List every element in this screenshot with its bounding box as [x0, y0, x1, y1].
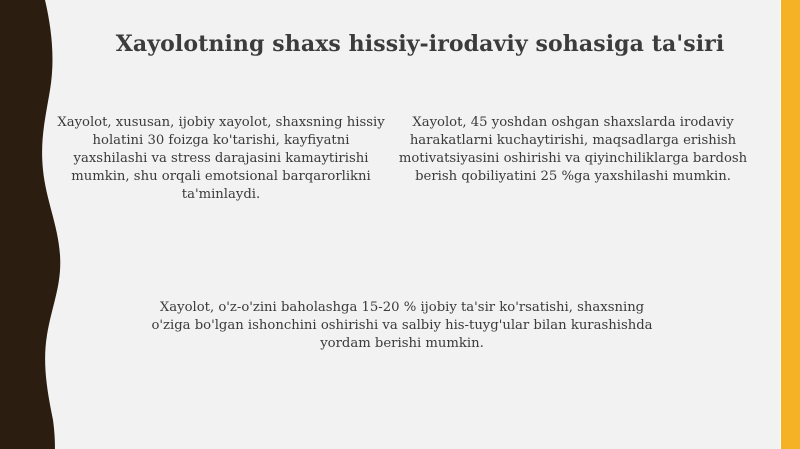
- slide-title: Xayolotning shaxs hissiy-irodaviy sohasiga ta'siri: [115, 31, 725, 57]
- paragraph-self-esteem: Xayolot, o'z-o'zini baholashga 15-20 % ijobiy ta'sir ko'rsatishi, shaxsning o'ziga bo'lgan ishonchini oshirishi va salbiy his-tuyg'ular bilan kurashishda yordam berishi mumkin.: [151, 300, 653, 351]
- wave-shape: [0, 0, 60, 449]
- left-wave-decoration: [0, 0, 70, 449]
- paragraph-emotional: Xayolot, xususan, ijobiy xayolot, shaxsning hissiy holatini 30 foizga ko'tarishi, kayfiyatni yaxshilashi va stress darajasini kamaytirishi mumkin, shu orqali emotsional barqarorlikni ta'minlaydi.: [57, 115, 385, 202]
- paragraph-volitional: Xayolot, 45 yoshdan oshgan shaxslarda irodaviy harakatlarni kuchaytirishi, maqsadlarga erishish motivatsiyasini oshirishi va qiyinchiliklarga bardosh berish qobiliyatini 25 %ga yaxshilashi mumkin.: [398, 115, 748, 184]
- right-accent-bar: [781, 0, 800, 449]
